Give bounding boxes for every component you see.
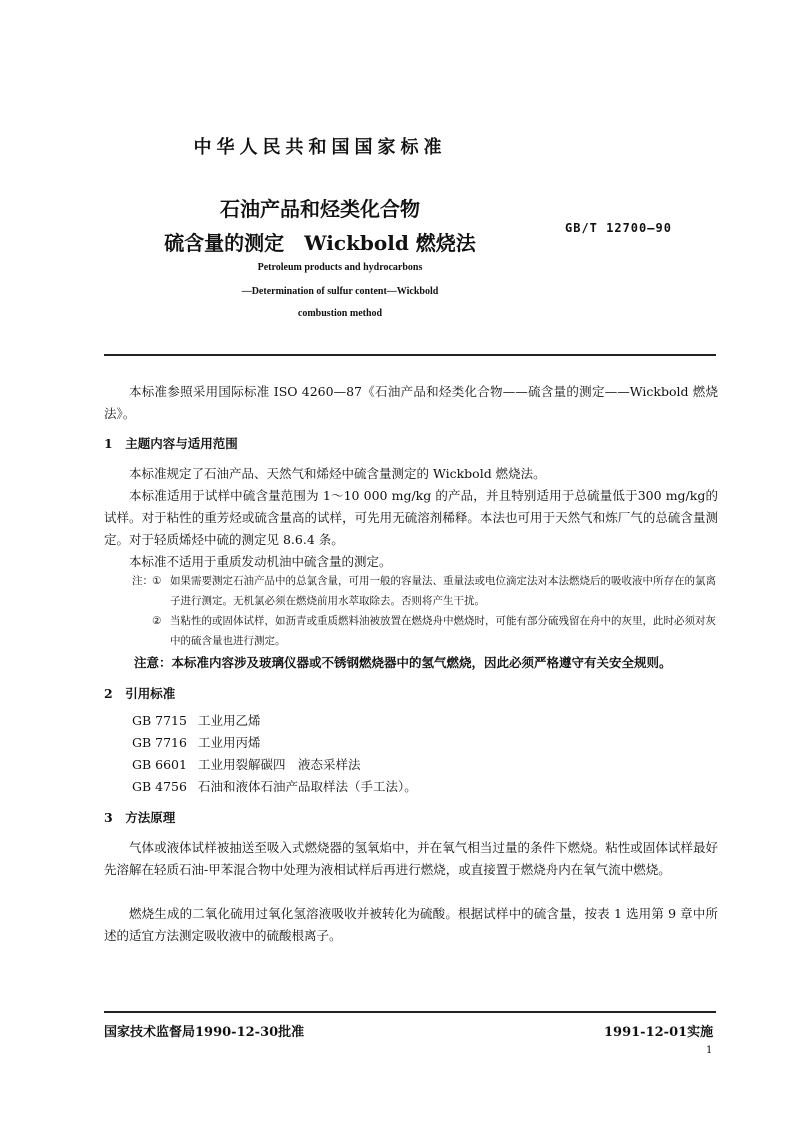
page-number: 1 — [706, 1045, 713, 1056]
reference-item — [132, 755, 361, 773]
implementation-date: 1991-12-01实施 — [604, 1025, 714, 1040]
english-title-line-1: Petroleum products and hydrocarbons — [257, 262, 423, 273]
note-2-number: ② — [152, 615, 162, 627]
reference-item — [132, 733, 261, 751]
standard-code: GB/T 12700—90 — [565, 221, 672, 235]
reference-title: 工业用乙烯 — [198, 713, 261, 728]
national-standard-heading: 中华人民共和国国家标准 — [193, 137, 447, 158]
section-3-paragraph-2: 燃烧生成的二氧化硫用过氧化氢溶液吸收并被转化为硫酸。根据试样中的硫含量，按表 1 选用第 9 章中所述的适宜方法测定吸收液中的硫酸根离子。 — [104, 906, 718, 943]
english-title-line-3: combustion method — [297, 308, 383, 319]
reference-title: 石油和液体石油产品取样法（手工法）。 — [198, 779, 417, 794]
note-2-text: 当粘性的或固体试样，如沥青或重质燃料油被放置在燃烧舟中燃烧时，可能有部分硫残留在舟中的灰里，此时必须对灰中的硫含量也进行测定。 — [170, 615, 716, 647]
safety-warning: 注意：本标准内容涉及玻璃仪器或不锈钢燃烧器中的氢气燃烧，因此必须严格遵守有关安全规则。 — [134, 655, 672, 670]
reference-item — [132, 777, 417, 795]
section-1-heading: 1 主题内容与适用范围 — [104, 436, 238, 451]
section-3-heading: 3 方法原理 — [104, 810, 176, 825]
reference-code: GB 7716 — [132, 735, 187, 750]
reference-title: 工业用裂解碳四 液态采样法 — [198, 757, 361, 772]
note-1-number: ① — [152, 575, 162, 587]
title-line-1: 石油产品和烃类化合物 — [220, 197, 420, 221]
top-divider — [104, 354, 716, 356]
section-1-paragraph-1: 本标准规定了石油产品、天然气和烯烃中硫含量测定的 Wickbold 燃烧法。 — [129, 466, 546, 481]
approval-date: 国家技术监督局1990-12-30批准 — [104, 1025, 305, 1040]
section-1-paragraph-3: 本标准不适用于重质发动机油中硫含量的测定。 — [129, 554, 392, 569]
reference-code: GB 7715 — [132, 713, 187, 728]
intro-paragraph: 本标准参照采用国际标准 ISO 4260—87《石油产品和烃类化合物——硫含量的测定——Wickbold 燃烧法》。 — [104, 384, 718, 421]
reference-item — [132, 711, 261, 729]
note-1-text: 如果需要测定石油产品中的总氯含量，可用一般的容量法、重量法或电位滴定法对本法燃烧后的吸收液中所存在的氯离子进行测定。无机氯必须在燃烧前用水萃取除去。否则将产生干扰。 — [170, 575, 716, 607]
section-1-paragraph-2: 本标准适用于试样中硫含量范围为 1～10 000 mg/kg 的产品，并且特别适用于总硫量低于300 mg/kg的试样。对于粘性的重芳烃或硫含量高的试样，可先用无硫溶剂稀释。本法也可用于天然气和炼厂气的总硫含量测定。对于轻质烯烃中硫的测定见 8.6.4 条。 — [104, 488, 718, 547]
title-line-2: 硫含量的测定 Wickbold 燃烧法 — [164, 231, 476, 255]
note-label: 注： — [132, 575, 153, 587]
reference-code: GB 6601 — [132, 757, 187, 772]
reference-code: GB 4756 — [132, 779, 187, 794]
english-title-line-2: —Determination of sulfur content—Wickbold — [241, 286, 439, 297]
footer-divider — [104, 1011, 716, 1013]
section-2-heading: 2 引用标准 — [104, 686, 176, 701]
reference-title: 工业用丙烯 — [198, 735, 261, 750]
section-3-paragraph-1: 气体或液体试样被抽送至吸入式燃烧器的氢氧焰中，并在氧气相当过量的条件下燃烧。粘性或固体试样最好先溶解在轻质石油-甲苯混合物中处理为液相试样后再进行燃烧，或直接置于燃烧舟内在氧气流中燃烧。 — [104, 840, 718, 877]
